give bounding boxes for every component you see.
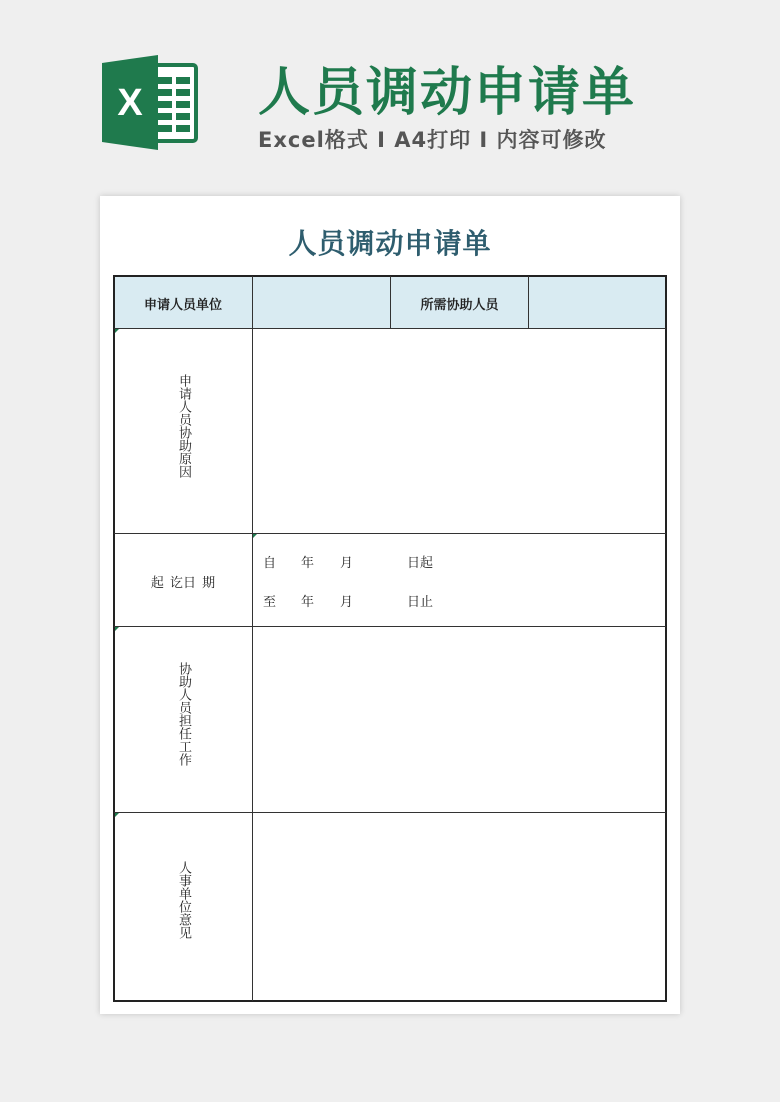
- needed-staff-label: 所需协助人员: [420, 298, 499, 313]
- row-divider: [114, 626, 666, 627]
- form-title: 人员调动申请单: [288, 227, 492, 260]
- row-divider: [114, 533, 666, 534]
- date-from-day: 日起: [407, 556, 434, 571]
- column-divider: [252, 276, 253, 1001]
- date-label: 起 讫日 期: [150, 576, 216, 591]
- reason-label: 申请人员协助原因: [176, 374, 191, 478]
- banner-subtitle: Excel格式 Ⅰ A4打印 Ⅰ 内容可修改: [258, 128, 607, 152]
- form-table: [113, 275, 667, 1002]
- excel-logo-icon: [100, 55, 200, 150]
- date-from-month: 月: [340, 556, 354, 571]
- column-divider: [528, 276, 529, 328]
- cell-marker: [115, 329, 119, 333]
- banner-title: 人员调动申请单: [258, 63, 637, 123]
- cell-marker: [253, 534, 257, 538]
- date-from-prefix: 自: [263, 556, 277, 571]
- opinion-label: 人事单位意见: [176, 861, 191, 939]
- applicant-unit-label: 申请人员单位: [143, 298, 222, 313]
- row-divider: [114, 328, 666, 329]
- date-to-year: 年: [301, 595, 315, 610]
- date-to-month: 月: [340, 595, 354, 610]
- cell-marker: [115, 627, 119, 631]
- row-divider: [114, 812, 666, 813]
- date-from-year: 年: [301, 556, 315, 571]
- duty-label: 协助人员担任工作: [176, 662, 191, 766]
- date-to-day: 日止: [407, 595, 434, 610]
- logo-letter: X: [117, 82, 143, 124]
- cell-marker: [115, 813, 119, 817]
- date-to-prefix: 至: [263, 595, 277, 610]
